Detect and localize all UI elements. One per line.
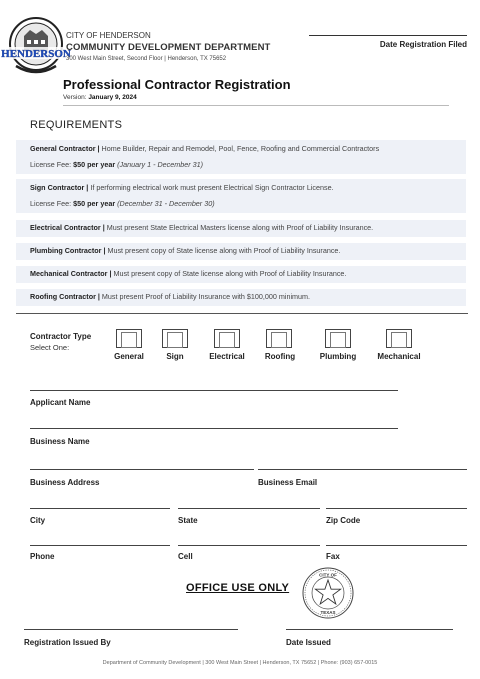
logo-text: HENDERSON: [1, 48, 71, 60]
applicant-name-label: Applicant Name: [30, 398, 91, 407]
version-label: Version:: [63, 94, 87, 101]
fee-period: (January 1 - December 31): [115, 160, 204, 169]
city-seal: [302, 567, 354, 619]
phone-field[interactable]: [30, 545, 170, 546]
requirement-text: Must present copy of State license along with Proof of Liability Insurance.: [105, 246, 341, 255]
requirement-name: General Contractor |: [30, 144, 100, 153]
requirement-general: [16, 140, 466, 174]
requirement-text: Must present Proof of Liability Insurance with $100,000 minimum.: [99, 292, 311, 301]
option-label-plumbing: Plumbing: [319, 352, 357, 361]
cell-field[interactable]: [178, 545, 320, 546]
seal-bottom-text: TEXAS: [320, 610, 336, 615]
city-logo: [1, 14, 71, 78]
business-name-field[interactable]: [30, 428, 398, 429]
business-email-label: Business Email: [258, 478, 318, 487]
issued-by-label: Registration Issued By: [24, 638, 111, 647]
state-field[interactable]: [178, 508, 320, 509]
seal-top-text: CITY OF: [319, 572, 337, 578]
requirement-electrical: [16, 220, 466, 237]
city-name: CITY OF HENDERSON: [66, 31, 151, 40]
requirement-mechanical: [16, 266, 466, 283]
option-label-electrical: Electrical: [209, 352, 245, 361]
city-label: City: [30, 516, 46, 525]
version-date: January 9, 2024: [88, 94, 137, 101]
business-address-field[interactable]: [30, 469, 254, 470]
requirement-text: If performing electrical work must present Electrical Sign Contractor License.: [88, 183, 334, 192]
fee-period: (December 31 - December 30): [115, 199, 215, 208]
cell-label: Cell: [178, 552, 193, 561]
business-name-label: Business Name: [30, 437, 90, 446]
requirement-roofing: [16, 289, 466, 306]
fee-amount: $50 per year: [73, 160, 116, 169]
requirement-plumbing: [16, 243, 466, 260]
checkbox-plumbing[interactable]: [325, 329, 351, 348]
option-label-sign: Sign: [166, 352, 184, 361]
requirement-text: Must present State Electrical Masters license along with Proof of Liability Insurance.: [104, 223, 374, 232]
page-title: Professional Contractor Registration: [63, 77, 291, 92]
business-address-label: Business Address: [30, 478, 100, 487]
checkbox-general[interactable]: [116, 329, 142, 348]
fee-label: License Fee:: [30, 160, 74, 169]
checkbox-sign[interactable]: [162, 329, 188, 348]
requirement-name: Sign Contractor |: [30, 183, 89, 192]
date-issued-field[interactable]: [286, 629, 453, 630]
fax-field[interactable]: [326, 545, 467, 546]
requirements-heading: REQUIREMENTS: [30, 119, 123, 131]
date-issued-label: Date Issued: [286, 638, 331, 647]
requirement-name: Electrical Contractor |: [30, 223, 105, 232]
option-label-general: General: [114, 352, 144, 361]
requirement-sign: [16, 179, 466, 213]
contractor-type-label: Contractor Type: [30, 332, 92, 341]
business-email-field[interactable]: [258, 469, 467, 470]
state-label: State: [178, 516, 198, 525]
fax-label: Fax: [326, 552, 340, 561]
page-footer: Department of Community Development | 300 West Main Street | Henderson, TX 75652 | Phone: (903) 657-0015: [102, 660, 378, 666]
option-label-mechanical: Mechanical: [377, 352, 421, 361]
option-label-roofing: Roofing: [264, 352, 296, 361]
department-name: COMMUNITY DEVELOPMENT DEPARTMENT: [66, 42, 271, 53]
requirement-name: Roofing Contractor |: [30, 292, 100, 301]
fee-amount: $50 per year: [73, 199, 116, 208]
office-use-heading: OFFICE USE ONLY: [186, 582, 290, 594]
requirement-name: Mechanical Contractor |: [30, 269, 112, 278]
zip-field[interactable]: [326, 508, 467, 509]
checkbox-mechanical[interactable]: [386, 329, 412, 348]
requirement-name: Plumbing Contractor |: [30, 246, 106, 255]
applicant-name-field[interactable]: [30, 390, 398, 391]
date-filed-line[interactable]: [309, 35, 467, 36]
department-address: 300 West Main Street, Second Floor | Henderson, TX 75652: [66, 56, 227, 62]
fee-label: License Fee:: [30, 199, 74, 208]
checkbox-electrical[interactable]: [214, 329, 240, 348]
phone-label: Phone: [30, 552, 55, 561]
issued-by-field[interactable]: [24, 629, 238, 630]
divider: [63, 105, 449, 106]
city-field[interactable]: [30, 508, 170, 509]
version-info: [63, 94, 137, 101]
date-filed-label: Date Registration Filed: [379, 40, 467, 49]
requirement-text: Home Builder, Repair and Remodel, Pool, Fence, Roofing and Commercial Contractors: [99, 144, 380, 153]
requirement-text: Must present copy of State license along with Proof of Liability Insurance.: [111, 269, 347, 278]
checkbox-roofing[interactable]: [266, 329, 292, 348]
select-one-label: Select One:: [30, 343, 70, 352]
section-divider: [16, 313, 468, 314]
zip-label: Zip Code: [326, 516, 361, 525]
